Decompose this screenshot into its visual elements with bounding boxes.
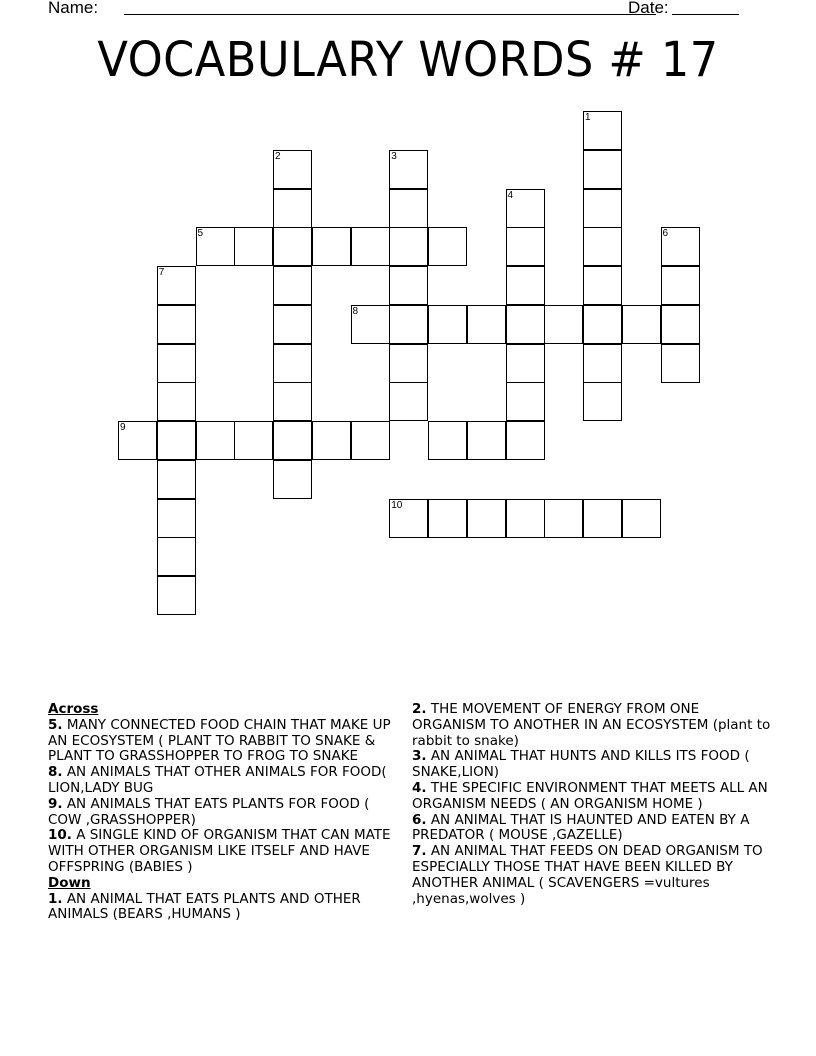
grid-cell[interactable] xyxy=(118,421,157,460)
grid-cell[interactable] xyxy=(389,305,428,344)
down-clue-6 xyxy=(412,813,774,845)
grid-cell[interactable] xyxy=(157,460,196,499)
grid-cell[interactable] xyxy=(273,189,312,228)
grid-cell[interactable] xyxy=(583,150,622,189)
down-heading: Down xyxy=(48,874,91,891)
across-clue-10 xyxy=(48,828,402,875)
down-clue-1 xyxy=(48,892,402,924)
down-clue-4 xyxy=(412,781,774,813)
grid-cell[interactable] xyxy=(389,266,428,305)
clue-number: 5. xyxy=(48,716,63,733)
grid-cell[interactable] xyxy=(273,305,312,344)
grid-cell[interactable] xyxy=(234,421,273,460)
grid-cell[interactable] xyxy=(583,111,622,150)
across-heading: Across xyxy=(48,701,99,717)
grid-cell[interactable] xyxy=(506,344,545,383)
clues-right-column xyxy=(412,702,774,907)
clue-text: AN ANIMALS THAT OTHER ANIMALS FOR FOOD( LION,LADY BUG xyxy=(48,764,387,796)
clue-text: A SINGLE KIND OF ORGANISM THAT CAN MATE WITH OTHER ORGANISM LIKE ITSELF AND HAVE OFFSPRING (BABIES ) xyxy=(48,827,391,875)
grid-cell[interactable] xyxy=(389,344,428,383)
grid-cell[interactable] xyxy=(583,344,622,383)
grid-cell[interactable] xyxy=(234,227,273,266)
clue-number: 1. xyxy=(48,890,63,907)
cell-number: 7 xyxy=(158,267,165,278)
grid-cell[interactable] xyxy=(273,344,312,383)
clue-number: 7. xyxy=(412,843,427,860)
grid-cell[interactable] xyxy=(428,227,467,266)
grid-cell[interactable] xyxy=(506,305,545,344)
clues-left-column xyxy=(48,702,402,923)
grid-cell[interactable] xyxy=(312,421,351,460)
grid-cell[interactable] xyxy=(389,227,428,266)
grid-cell[interactable] xyxy=(622,305,661,344)
clue-text: THE SPECIFIC ENVIRONMENT THAT MEETS ALL AN ORGANISM NEEDS ( AN ORGANISM HOME ) xyxy=(412,779,768,812)
grid-cell[interactable] xyxy=(157,537,196,576)
grid-cell[interactable] xyxy=(506,227,545,266)
cell-number: 8 xyxy=(352,305,359,317)
page-title: VOCABULARY WORDS # 17 xyxy=(97,32,719,88)
grid-cell[interactable] xyxy=(661,305,700,344)
grid-cell[interactable] xyxy=(351,305,390,344)
grid-cell[interactable] xyxy=(196,227,235,266)
clue-number: 3. xyxy=(412,748,427,765)
grid-cell[interactable] xyxy=(157,344,196,383)
grid-cell[interactable] xyxy=(157,305,196,344)
grid-cell[interactable] xyxy=(157,266,196,305)
down-clue-2 xyxy=(412,702,774,749)
grid-cell[interactable] xyxy=(506,499,545,538)
grid-cell[interactable] xyxy=(351,227,390,266)
grid-cell[interactable] xyxy=(389,382,428,421)
grid-cell[interactable] xyxy=(583,227,622,266)
grid-cell[interactable] xyxy=(273,460,312,499)
grid-cell[interactable] xyxy=(389,189,428,228)
grid-cell[interactable] xyxy=(273,382,312,421)
clue-text: THE MOVEMENT OF ENERGY FROM ONE ORGANISM TO ANOTHER IN AN ECOSYSTEM (plant to rabbit to snake) xyxy=(412,701,771,749)
grid-cell[interactable] xyxy=(506,421,545,460)
grid-cell[interactable] xyxy=(389,499,428,538)
grid-cell[interactable] xyxy=(273,421,312,460)
grid-cell[interactable] xyxy=(428,305,467,344)
grid-cell[interactable] xyxy=(273,227,312,266)
grid-cell[interactable] xyxy=(157,421,196,460)
grid-cell[interactable] xyxy=(428,499,467,538)
across-clue-5 xyxy=(48,718,402,765)
clue-number: 6. xyxy=(412,811,427,828)
across-clue-8 xyxy=(48,765,402,797)
clue-number: 8. xyxy=(48,764,63,781)
cell-number: 5 xyxy=(197,228,204,240)
down-clue-3 xyxy=(412,749,774,781)
across-clue-9 xyxy=(48,797,402,829)
grid-cell[interactable] xyxy=(661,227,700,266)
clue-text: AN ANIMALS THAT EATS PLANTS FOR FOOD ( COW ,GRASSHOPPER) xyxy=(48,795,370,828)
clue-number: 9. xyxy=(48,795,63,812)
grid-cell[interactable] xyxy=(661,266,700,305)
clue-number: 2. xyxy=(412,701,427,717)
grid-cell[interactable] xyxy=(661,344,700,383)
cell-number: 10 xyxy=(391,499,403,511)
grid-cell[interactable] xyxy=(157,382,196,421)
date-label: Date: xyxy=(628,0,669,17)
grid-cell[interactable] xyxy=(506,189,545,228)
clue-text: AN ANIMAL THAT FEEDS ON DEAD ORGANISM TO ESPECIALLY THOSE THAT HAVE BEEN KILLED BY ANOTHER ANIMAL ( SCAVENGERS =vultures ,hyenas,wolves ) xyxy=(412,843,763,907)
grid-cell[interactable] xyxy=(467,499,506,538)
grid-cell[interactable] xyxy=(196,421,235,460)
cell-number: 2 xyxy=(275,150,281,162)
grid-cell[interactable] xyxy=(583,189,622,228)
grid-cell[interactable] xyxy=(506,382,545,421)
grid-cell[interactable] xyxy=(157,499,196,538)
grid-cell[interactable] xyxy=(312,227,351,266)
clue-text: AN ANIMAL THAT IS HAUNTED AND EATEN BY A PREDATOR ( MOUSE ,GAZELLE) xyxy=(412,811,750,844)
cell-number: 4 xyxy=(507,189,514,201)
cell-number: 3 xyxy=(391,150,397,162)
down-clue-7 xyxy=(412,844,774,907)
grid-cell[interactable] xyxy=(583,305,622,344)
grid-cell[interactable] xyxy=(544,499,583,538)
cell-number: 6 xyxy=(662,228,669,240)
clue-text: MANY CONNECTED FOOD CHAIN THAT MAKE UP AN ECOSYSTEM ( PLANT TO RABBIT TO SNAKE & PLANT TO GRASSHOPPER TO FROG TO SNAKE xyxy=(48,716,391,765)
grid-cell[interactable] xyxy=(506,266,545,305)
grid-cell[interactable] xyxy=(622,499,661,538)
cell-number: 1 xyxy=(585,112,591,123)
grid-cell[interactable] xyxy=(467,305,506,344)
grid-cell[interactable] xyxy=(583,499,622,538)
clue-number: 4. xyxy=(412,779,427,796)
clue-text: AN ANIMAL THAT EATS PLANTS AND OTHER ANIMALS (BEARS ,HUMANS ) xyxy=(48,890,361,923)
grid-cell[interactable] xyxy=(428,421,467,460)
name-label: Name: xyxy=(48,0,99,17)
grid-cell[interactable] xyxy=(273,150,312,189)
grid-cell[interactable] xyxy=(157,576,196,615)
grid-cell[interactable] xyxy=(583,382,622,421)
grid-cell[interactable] xyxy=(544,305,583,344)
clue-text: AN ANIMAL THAT HUNTS AND KILLS ITS FOOD ( SNAKE,LION) xyxy=(412,748,750,781)
grid-cell[interactable] xyxy=(273,266,312,305)
cell-number: 9 xyxy=(120,422,126,433)
clue-number: 10. xyxy=(48,827,72,844)
grid-cell[interactable] xyxy=(583,266,622,305)
grid-cell[interactable] xyxy=(467,421,506,460)
grid-cell[interactable] xyxy=(389,150,428,189)
grid-cell[interactable] xyxy=(351,421,390,460)
